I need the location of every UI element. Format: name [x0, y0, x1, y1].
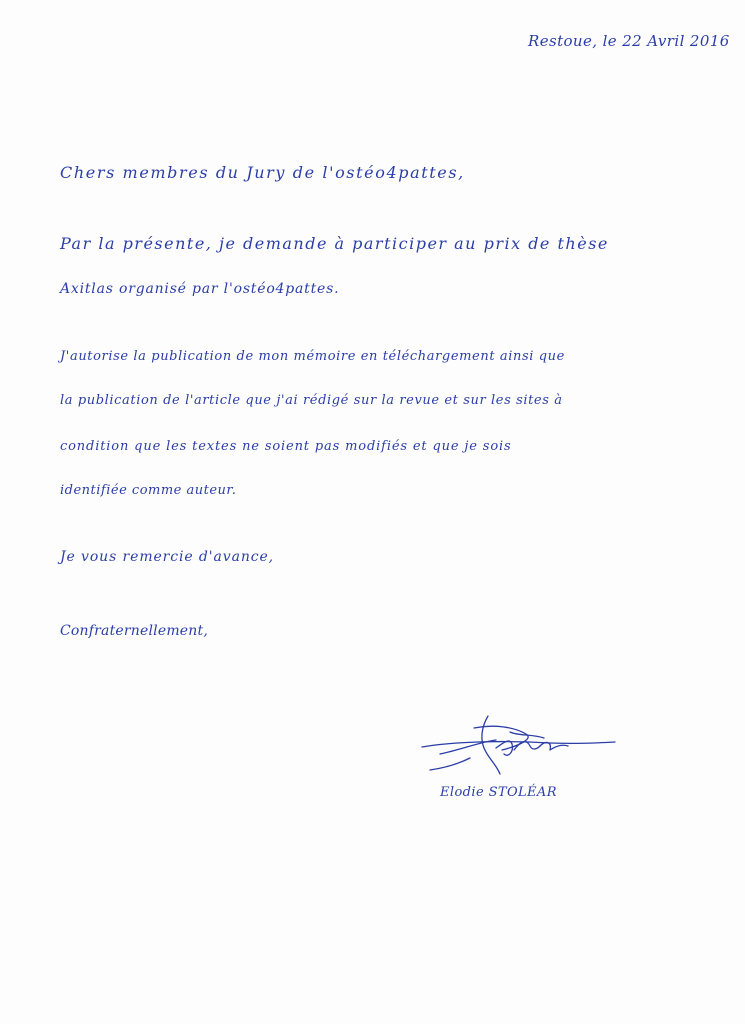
signer-name: Elodie STOLÉAR — [440, 785, 557, 800]
paragraph-line: la publication de l'article que j'ai rédigé sur la revue et sur les sites à — [60, 393, 563, 408]
letter-date: Restoue, le 22 Avril 2016 — [528, 32, 730, 50]
salutation: Chers membres du Jury de l'ostéo4pattes, — [60, 163, 465, 182]
paragraph-line: Axitlas organisé par l'ostéo4pattes. — [60, 281, 340, 297]
paragraph-line: condition que les textes ne soient pas modifiés et que je sois — [60, 439, 512, 454]
paragraph-line: Par la présente, je demande à participer au prix de thèse — [60, 234, 609, 253]
paragraph-line: identifiée comme auteur. — [60, 483, 237, 498]
paragraph-line: J'autorise la publication de mon mémoire en téléchargement ainsi que — [60, 349, 565, 364]
closing-line: Confraternellement, — [60, 623, 208, 639]
thanks-line: Je vous remercie d'avance, — [60, 549, 275, 565]
handwritten-signature — [410, 712, 620, 778]
